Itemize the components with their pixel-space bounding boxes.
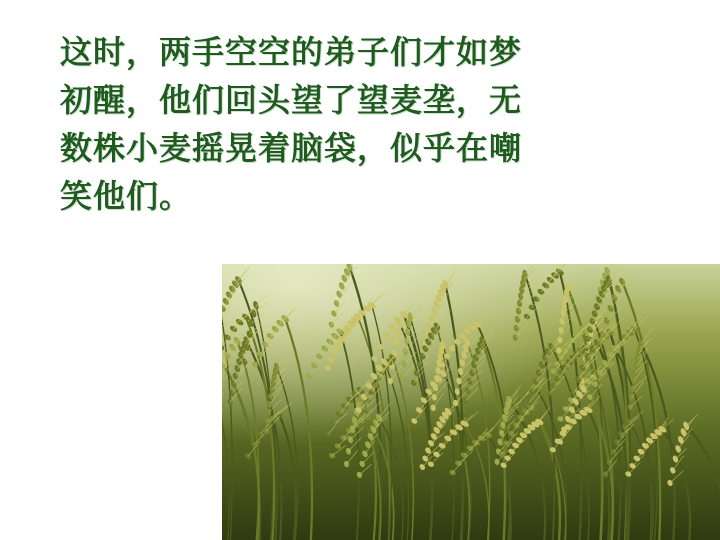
story-text (60, 28, 580, 220)
wheat-field-photo (222, 264, 720, 540)
text-line-4: 笑他们。 (60, 177, 193, 215)
text-line-2: 初醒，他们回头望了望麦垄，无 (60, 81, 523, 119)
wheat-field-image (222, 264, 720, 540)
text-line-3: 数株小麦摇晃着脑袋，似乎在嘲 (60, 129, 523, 167)
text-line-1: 这时，两手空空的弟子们才如梦 (60, 33, 523, 71)
